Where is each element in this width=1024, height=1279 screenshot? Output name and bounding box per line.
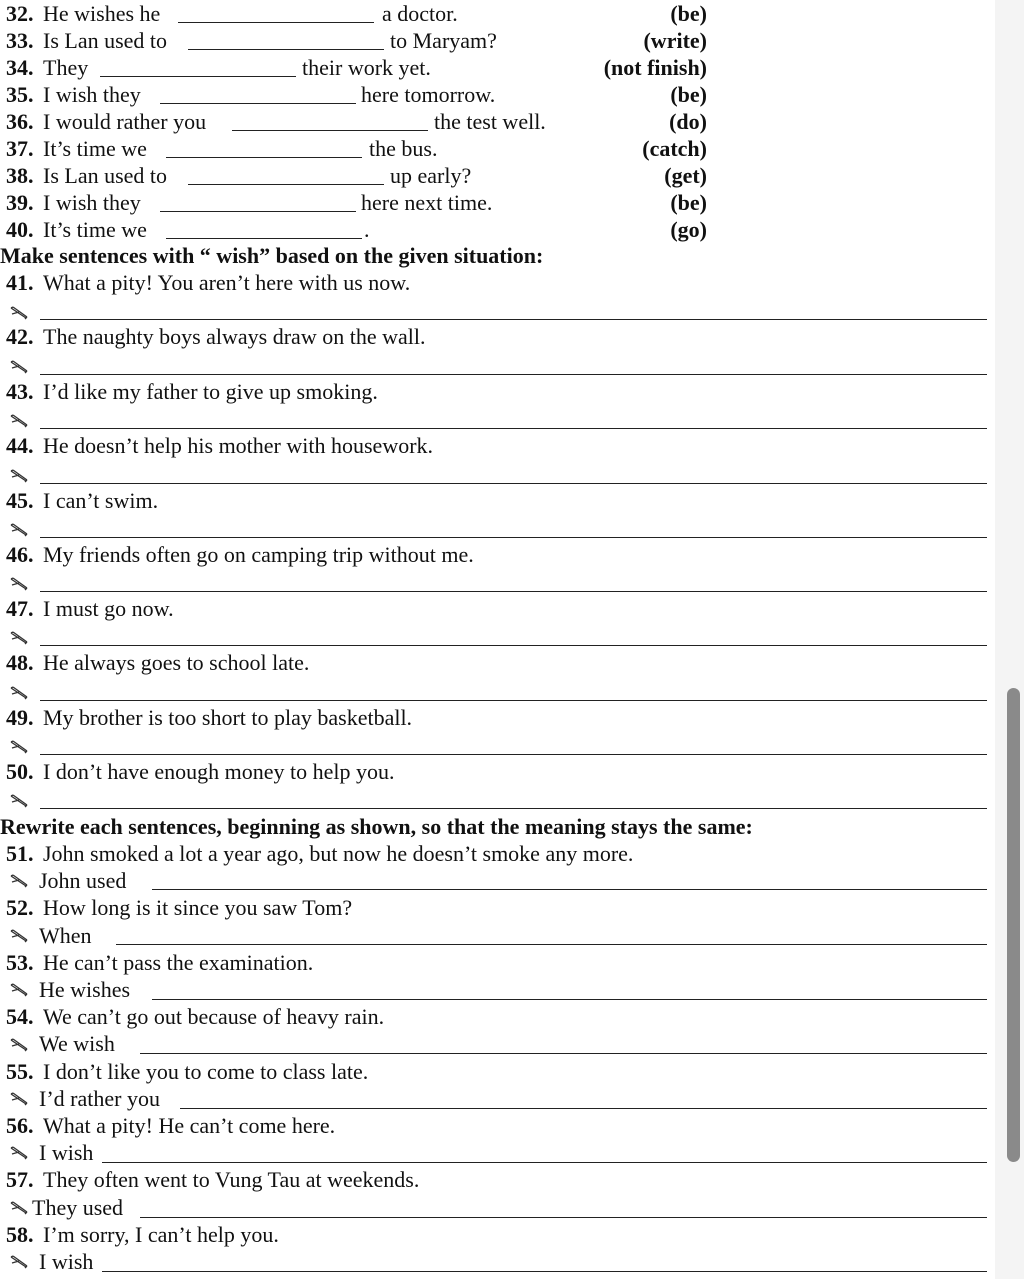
item-text: The naughty boys always draw on the wall. <box>43 324 426 349</box>
pencil-icon <box>10 414 28 428</box>
item-text-before: It’s time we <box>43 217 147 242</box>
verb-hint: (be) <box>670 190 707 215</box>
exercise-54 <box>0 1003 995 1030</box>
answer-blank[interactable] <box>166 137 362 158</box>
item-number: 42. <box>6 324 34 349</box>
item-text: I’d like my father to give up smoking. <box>43 379 378 404</box>
item-text-after: up early? <box>390 163 472 188</box>
item-text: What a pity! He can’t come here. <box>43 1113 336 1138</box>
scrollbar-thumb[interactable] <box>1007 688 1020 1162</box>
item-text-after: the test well. <box>434 109 546 134</box>
exercise-57 <box>0 1166 995 1193</box>
item-text-after: to Maryam? <box>390 28 497 53</box>
pencil-icon <box>10 1255 28 1269</box>
exercise-49 <box>0 704 995 731</box>
item-text-before: He wishes he <box>43 1 161 26</box>
item-text-before: Is Lan used to <box>43 28 168 53</box>
answer-blank[interactable] <box>232 110 428 131</box>
item-text-after: here tomorrow. <box>361 82 496 107</box>
exercise-41 <box>0 269 995 296</box>
item-text-after: the bus. <box>369 136 438 161</box>
item-text-before: It’s time we <box>43 136 147 161</box>
item-number: 54. <box>6 1004 34 1029</box>
exercise-44 <box>0 432 995 459</box>
answer-line[interactable] <box>152 999 987 1000</box>
exercise-58 <box>0 1221 995 1248</box>
exercise-36 <box>0 108 995 135</box>
answer-line[interactable] <box>40 319 987 320</box>
answer-line[interactable] <box>40 591 987 592</box>
item-number: 38. <box>6 163 34 188</box>
item-number: 45. <box>6 488 34 513</box>
exercise-56 <box>0 1112 995 1139</box>
exercise-38 <box>0 162 995 189</box>
pencil-icon <box>10 983 28 997</box>
answer-line[interactable] <box>40 428 987 429</box>
answer-line[interactable] <box>102 1162 987 1163</box>
exercise-40 <box>0 216 995 243</box>
verb-hint: (write) <box>643 28 707 53</box>
exercise-47 <box>0 595 995 622</box>
sentence-start: He wishes <box>39 977 131 1002</box>
item-text-after: . <box>364 217 370 242</box>
exercise-50 <box>0 758 995 785</box>
item-number: 48. <box>6 650 34 675</box>
exercise-43 <box>0 378 995 405</box>
answer-blank[interactable] <box>188 29 384 50</box>
item-number: 51. <box>6 841 34 866</box>
pencil-icon <box>10 686 28 700</box>
exercise-53 <box>0 949 995 976</box>
answer-line[interactable] <box>140 1053 987 1054</box>
answer-line[interactable] <box>102 1271 987 1272</box>
answer-blank[interactable] <box>166 218 362 239</box>
item-number: 53. <box>6 950 34 975</box>
item-text-after: their work yet. <box>302 55 431 80</box>
item-text: John smoked a lot a year ago, but now he doesn’t smoke any more. <box>43 841 634 866</box>
exercise-32 <box>0 0 995 27</box>
item-number: 56. <box>6 1113 34 1138</box>
item-number: 57. <box>6 1167 34 1192</box>
pencil-icon <box>10 740 28 754</box>
exercise-51 <box>0 840 995 867</box>
exercise-46 <box>0 541 995 568</box>
pencil-icon <box>10 929 28 943</box>
item-number: 43. <box>6 379 34 404</box>
exercise-48 <box>0 649 995 676</box>
verb-hint: (get) <box>664 163 707 188</box>
sentence-start: They used <box>32 1195 124 1220</box>
sentence-start: John used <box>39 868 127 893</box>
answer-line[interactable] <box>40 537 987 538</box>
item-text-after: here next time. <box>361 190 493 215</box>
item-text: My friends often go on camping trip without me. <box>43 542 474 567</box>
answer-blank[interactable] <box>160 83 356 104</box>
answer-line[interactable] <box>40 754 987 755</box>
pencil-icon <box>10 577 28 591</box>
item-number: 50. <box>6 759 34 784</box>
sentence-start: I wish <box>39 1140 94 1165</box>
item-text-before: I wish they <box>43 190 141 215</box>
sentence-start: I wish <box>39 1249 94 1274</box>
pencil-icon <box>10 794 28 808</box>
pencil-icon <box>10 1038 28 1052</box>
sentence-start: When <box>39 923 92 948</box>
pencil-icon <box>10 360 28 374</box>
answer-line[interactable] <box>40 645 987 646</box>
exercise-33 <box>0 27 995 54</box>
section-heading-wish: Make sentences with “ wish” based on the given situation: <box>0 243 544 268</box>
answer-line[interactable] <box>140 1217 987 1218</box>
answer-blank[interactable] <box>188 164 384 185</box>
item-number: 34. <box>6 55 34 80</box>
verb-hint: (be) <box>670 82 707 107</box>
item-text-before: Is Lan used to <box>43 163 168 188</box>
exercise-35 <box>0 81 995 108</box>
item-number: 40. <box>6 217 34 242</box>
answer-line[interactable] <box>180 1108 987 1109</box>
item-number: 44. <box>6 433 34 458</box>
answer-line[interactable] <box>152 889 987 890</box>
pencil-icon <box>10 523 28 537</box>
item-number: 41. <box>6 270 34 295</box>
exercise-45 <box>0 487 995 514</box>
sentence-start: I’d rather you <box>39 1086 160 1111</box>
item-text: He always goes to school late. <box>43 650 310 675</box>
verb-hint: (not finish) <box>603 55 707 80</box>
pencil-icon <box>10 306 28 320</box>
answer-blank[interactable] <box>160 191 356 212</box>
item-number: 55. <box>6 1059 34 1084</box>
verb-hint: (go) <box>670 217 707 242</box>
answer-line[interactable] <box>40 700 987 701</box>
item-text: I can’t swim. <box>43 488 159 513</box>
answer-line[interactable] <box>40 483 987 484</box>
item-text: They often went to Vung Tau at weekends. <box>43 1167 420 1192</box>
item-text: He doesn’t help his mother with housework. <box>43 433 434 458</box>
item-text: I don’t like you to come to class late. <box>43 1059 369 1084</box>
item-number: 58. <box>6 1222 34 1247</box>
item-number: 37. <box>6 136 34 161</box>
answer-line[interactable] <box>40 808 987 809</box>
item-text: My brother is too short to play basketball. <box>43 705 413 730</box>
exercise-37 <box>0 135 995 162</box>
pencil-icon <box>10 1146 28 1160</box>
item-text: I’m sorry, I can’t help you. <box>43 1222 279 1247</box>
item-number: 52. <box>6 895 34 920</box>
item-number: 33. <box>6 28 34 53</box>
item-number: 36. <box>6 109 34 134</box>
exercise-39 <box>0 189 995 216</box>
item-text: I must go now. <box>43 596 174 621</box>
answer-line[interactable] <box>116 944 987 945</box>
exercise-52 <box>0 894 995 921</box>
answer-line[interactable] <box>40 374 987 375</box>
exercise-42 <box>0 323 995 350</box>
item-text: He can’t pass the examination. <box>43 950 314 975</box>
sentence-start: We wish <box>39 1031 115 1056</box>
item-text-before: I would rather you <box>43 109 207 134</box>
pencil-icon <box>10 1201 28 1215</box>
item-text-before: They <box>43 55 89 80</box>
answer-blank[interactable] <box>100 56 296 77</box>
item-number: 32. <box>6 1 34 26</box>
item-number: 35. <box>6 82 34 107</box>
verb-hint: (be) <box>670 1 707 26</box>
pencil-icon <box>10 631 28 645</box>
item-text: We can’t go out because of heavy rain. <box>43 1004 385 1029</box>
item-number: 49. <box>6 705 34 730</box>
item-text: I don’t have enough money to help you. <box>43 759 395 784</box>
item-text: How long is it since you saw Tom? <box>43 895 353 920</box>
item-number: 47. <box>6 596 34 621</box>
pencil-icon <box>10 874 28 888</box>
section-heading-rewrite: Rewrite each sentences, beginning as shown, so that the meaning stays the same: <box>0 814 753 839</box>
verb-hint: (do) <box>669 109 707 134</box>
item-text: What a pity! You aren’t here with us now. <box>43 270 411 295</box>
exercise-34 <box>0 54 995 81</box>
answer-blank[interactable] <box>178 2 374 23</box>
item-text-after: a doctor. <box>382 1 458 26</box>
item-number: 46. <box>6 542 34 567</box>
verb-hint: (catch) <box>642 136 707 161</box>
item-text-before: I wish they <box>43 82 141 107</box>
pencil-icon <box>10 1092 28 1106</box>
exercise-55 <box>0 1058 995 1085</box>
item-number: 39. <box>6 190 34 215</box>
pencil-icon <box>10 469 28 483</box>
